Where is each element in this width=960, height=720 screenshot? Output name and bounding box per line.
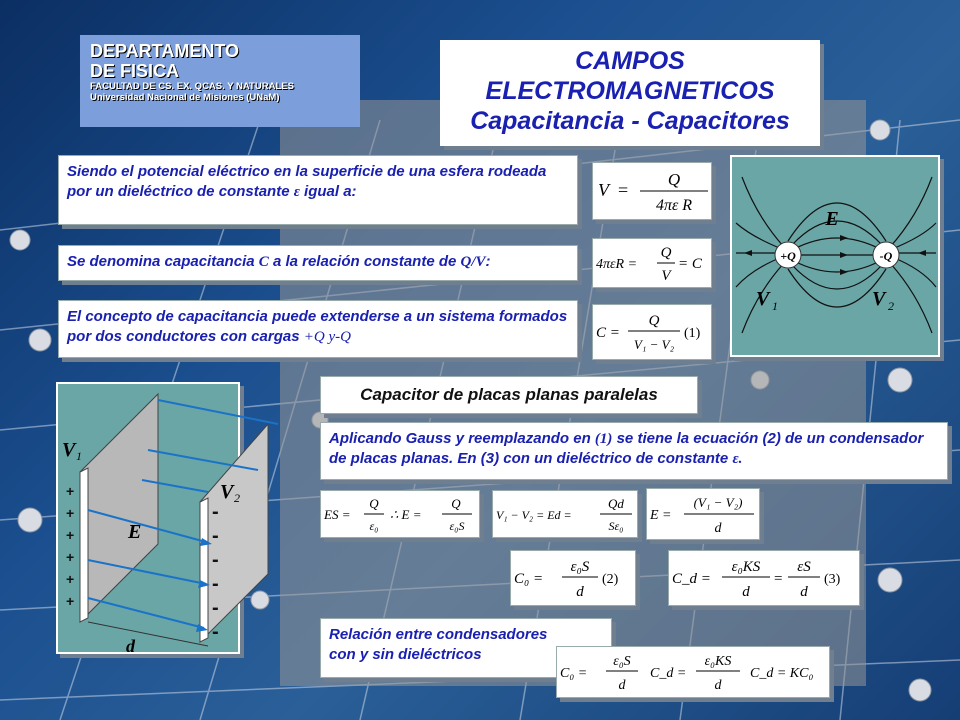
- gauss-mid: ∴ E =: [390, 507, 422, 522]
- cap-num: Q: [660, 245, 672, 261]
- formula-sphere-potential: [592, 162, 712, 220]
- field-v1-label: V: [756, 288, 770, 310]
- note-gauss: [320, 422, 948, 480]
- cd-tag: (3): [824, 572, 841, 587]
- cd-mid: =: [774, 571, 783, 587]
- plus-sign-1: +: [66, 483, 75, 499]
- formula-c0: [510, 550, 636, 606]
- formula-field-svg: [648, 490, 758, 538]
- cd-num1: ε₀KS: [731, 559, 761, 575]
- sphere-num: Q: [667, 170, 681, 189]
- formula-cd-svg: [670, 552, 858, 604]
- formula-gauss-svg: [322, 492, 478, 536]
- rel-cd-num: ε₀KS: [704, 654, 732, 669]
- field-v2-sub: 2: [888, 299, 894, 313]
- neg-charge-label: -Q: [879, 249, 893, 263]
- plus-sign-2: +: [66, 505, 75, 521]
- title-line3: Capacitancia - Capacitores: [470, 107, 790, 135]
- field-num: (V₁ − V₂): [693, 495, 743, 510]
- rel-c0-den: d: [618, 678, 626, 693]
- minus-sign-1: -: [212, 501, 219, 523]
- def-den: V₁ − V₂: [633, 337, 675, 352]
- def-lhs: C =: [596, 325, 620, 341]
- concept-text: El concepto de capacitancia puede extenderse a un sistema formados por dos conductores con cargas: [67, 308, 568, 345]
- field-e-label: E: [825, 208, 839, 230]
- field-v1-sub: 1: [772, 299, 778, 313]
- sphere-den: 4πε R: [655, 197, 693, 214]
- field-lhs: E =: [650, 508, 672, 523]
- title-line2: ELECTROMAGNETICOS: [485, 77, 775, 105]
- gauss-num2: Q: [451, 496, 461, 511]
- cd-den1: d: [742, 584, 750, 600]
- department-line4: Universidad Nacional de Misiones (UNaM): [90, 92, 280, 103]
- formula-capacitance-svg: [594, 240, 710, 286]
- gauss-num1: Q: [369, 496, 379, 511]
- department-line2: DE FISICA: [90, 61, 180, 81]
- department-line1: DEPARTAMENTO: [90, 41, 240, 61]
- gauss-ref: (1): [594, 431, 613, 447]
- formula-difference-svg: [494, 492, 636, 536]
- formula-cd: [668, 550, 860, 606]
- cap-lhs: 4πεR =: [596, 257, 638, 272]
- rel-last: C_d = KC₀: [750, 666, 814, 681]
- minus-sign-2: -: [212, 525, 219, 547]
- department-line3: FACULTAD DE CS. EX. QCAS. Y NATURALES: [90, 81, 294, 92]
- diff-lhs: V₁ − V₂ = Ed =: [496, 508, 572, 522]
- c0-lhs: C₀ =: [514, 571, 544, 587]
- field-den: d: [714, 521, 722, 536]
- note-capacitance: [58, 245, 578, 281]
- formula-capacitance: [592, 238, 712, 288]
- cd-den2: d: [800, 584, 808, 600]
- plates-v1-label: V: [62, 439, 76, 461]
- rel-c0-num: ε₀S: [613, 654, 631, 669]
- gauss-end: se tiene la ecuación (2) de un condensador de placas planas. En (3) con un dieléctrico de constante: [329, 430, 924, 467]
- rel-cd-den: d: [714, 678, 722, 693]
- plates-v2-label: V: [220, 481, 234, 503]
- capacitance-qv: Q/V: [460, 254, 486, 270]
- minus-sign-5: -: [212, 597, 219, 619]
- formula-gauss: [320, 490, 480, 538]
- formula-capacitance-definition: [592, 304, 712, 360]
- concept-charges: +Q y-Q: [303, 329, 351, 345]
- formula-field: [646, 488, 760, 540]
- formula-potential-difference: [492, 490, 638, 538]
- capacitance-end: :: [485, 253, 491, 270]
- plus-sign-5: +: [66, 571, 75, 587]
- diff-num: Qd: [608, 496, 624, 511]
- def-tag: (1): [684, 326, 701, 341]
- note-concept: [58, 300, 578, 358]
- plus-sign-3: +: [66, 527, 75, 543]
- diff-den: Sε₀: [608, 519, 624, 533]
- c0-num: ε₀S: [570, 559, 590, 575]
- gauss-lhs: ES =: [324, 507, 351, 522]
- cd-num2: εS: [797, 559, 811, 575]
- formula-relation-svg: [558, 648, 828, 696]
- sphere-eq: =: [618, 180, 629, 200]
- heading-parallel-plates: [320, 376, 698, 414]
- slide-title: [440, 40, 820, 146]
- def-num: Q: [648, 313, 660, 329]
- cap-rhs: = C: [678, 256, 702, 272]
- relation-line1: Relación entre condensadores: [329, 626, 548, 643]
- rel-cd: C_d =: [650, 666, 687, 681]
- plates-d-label: d: [126, 636, 135, 656]
- plates-v1-sub: 1: [76, 449, 82, 463]
- plus-sign-4: +: [66, 549, 75, 565]
- plates-e-label: E: [128, 521, 142, 543]
- note-sphere-potential: [58, 155, 578, 225]
- capacitance-text: Se denomina capacitancia: [67, 253, 255, 270]
- gauss-text: Aplicando Gauss y reemplazando en: [329, 430, 591, 447]
- capacitance-mid: a la relación constante de: [272, 253, 457, 270]
- parallel-plates-svg: [58, 384, 240, 656]
- sphere-text: Siendo el potencial eléctrico en la superficie de una esfera rodeada por un dieléctrico de constante: [67, 163, 547, 200]
- department-header: [80, 35, 360, 127]
- relation-line2: con y sin dieléctricos: [329, 646, 482, 663]
- field-lines-diagram: [730, 155, 940, 357]
- epsilon-symbol: ε: [293, 184, 300, 200]
- formula-definition-svg: [594, 306, 710, 358]
- formula-c0-svg: [512, 552, 634, 604]
- plates-v2-sub: 2: [234, 491, 240, 505]
- minus-sign-3: -: [212, 549, 219, 571]
- minus-sign-6: -: [212, 621, 219, 643]
- gauss-den1: ε₀: [369, 519, 379, 533]
- plates-heading: Capacitor de placas planas paralelas: [360, 385, 658, 404]
- formula-relation: [556, 646, 830, 698]
- cap-den: V: [661, 268, 671, 284]
- plus-sign-6: +: [66, 593, 75, 609]
- field-lines-svg: [732, 157, 938, 355]
- title-line1: CAMPOS: [575, 47, 685, 75]
- sphere-v: V: [598, 180, 609, 200]
- minus-sign-4: -: [212, 573, 219, 595]
- pos-charge-label: +Q: [780, 249, 796, 263]
- gauss-den2: ε₀S: [449, 519, 465, 533]
- formula-sphere-svg: [594, 164, 710, 218]
- field-v2-label: V: [872, 288, 886, 310]
- gauss-symbol: ε.: [732, 451, 743, 467]
- c0-den: d: [576, 584, 584, 600]
- capacitance-c: C: [258, 254, 269, 270]
- parallel-plates-diagram: [56, 382, 240, 654]
- sphere-end: igual a:: [304, 183, 357, 200]
- rel-c0: C₀ =: [560, 666, 588, 681]
- cd-lhs: C_d =: [672, 571, 711, 587]
- c0-tag: (2): [602, 572, 619, 587]
